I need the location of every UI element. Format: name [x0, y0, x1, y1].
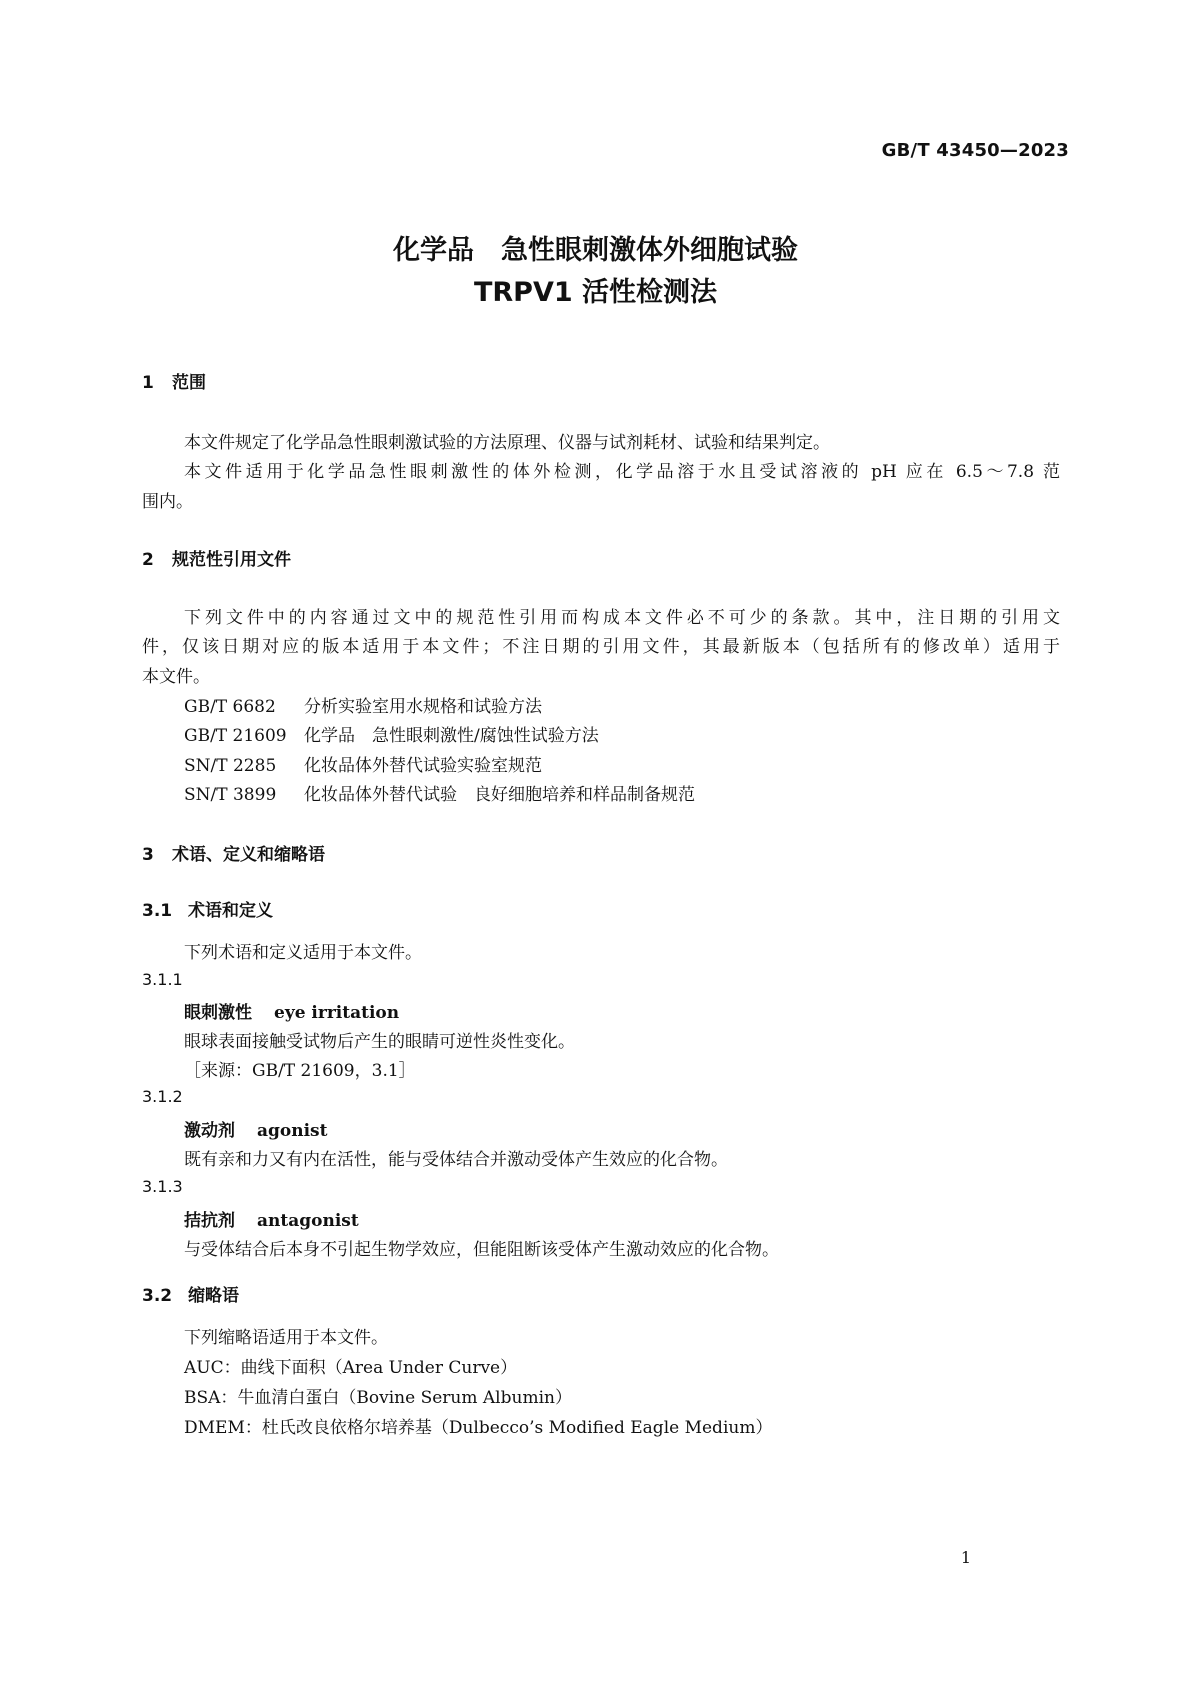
- reference-code: GB/T 6682: [184, 697, 276, 717]
- normative-reference: [184, 780, 695, 805]
- subsection-title: 缩略语: [188, 1286, 239, 1306]
- document-title-line2: TRPV1 活性检测法: [473, 277, 718, 308]
- reference-title: 化妆品体外替代试验实验室规范: [304, 756, 542, 776]
- subsection-3-1-heading: [142, 896, 273, 921]
- reference-code: SN/T 3899: [184, 785, 277, 805]
- term-definition: 与受体结合后本身不引起生物学效应，但能阻断该受体产生激动效应的化合物。: [184, 1240, 779, 1260]
- section-number: 3: [142, 845, 154, 865]
- reference-code: GB/T 21609: [184, 726, 287, 746]
- term-number: 3.1.1: [142, 970, 183, 989]
- term-source: ［来源：GB/T 21609，3.1］: [184, 1061, 416, 1081]
- subsection-number: 3.1: [142, 901, 173, 921]
- section-number: 1: [142, 373, 154, 393]
- section-2-para-line-3: 本文件。: [142, 667, 210, 687]
- reference-code: SN/T 2285: [184, 756, 277, 776]
- normative-reference: [184, 751, 542, 776]
- page-number: 1: [960, 1548, 971, 1567]
- term-en: eye irritation: [274, 1003, 400, 1023]
- term-entry: [184, 998, 399, 1023]
- term-entry: [184, 1206, 359, 1231]
- normative-reference: [184, 692, 542, 717]
- reference-title: 分析实验室用水规格和试验方法: [304, 697, 542, 717]
- reference-title: 化妆品体外替代试验 良好细胞培养和样品制备规范: [304, 785, 695, 805]
- subsection-title: 术语和定义: [188, 901, 273, 921]
- term-definition: 既有亲和力又有内在活性，能与受体结合并激动受体产生效应的化合物。: [184, 1150, 728, 1170]
- normative-reference: [184, 721, 599, 746]
- term-definition: 眼球表面接触受试物后产生的眼睛可逆性炎性变化。: [184, 1032, 575, 1052]
- reference-title: 化学品 急性眼刺激性/腐蚀性试验方法: [304, 726, 599, 746]
- term-zh: 拮抗剂: [184, 1211, 235, 1231]
- section-2-heading: [142, 545, 291, 570]
- section-2-para-line-2: 件，仅该日期对应的版本适用于本文件；不注日期的引用文件，其最新版本（包括所有的修改单）适用于: [142, 637, 1060, 657]
- subsection-3-2-heading: [142, 1281, 239, 1306]
- subsection-3-2-intro: 下列缩略语适用于本文件。: [184, 1328, 388, 1348]
- section-3-heading: [142, 840, 325, 865]
- standard-code: GB/T 43450—2023: [881, 140, 1069, 161]
- section-1-para-2-line-2: 围内。: [142, 492, 193, 512]
- term-zh: 眼刺激性: [184, 1003, 252, 1023]
- term-number: 3.1.3: [142, 1177, 183, 1196]
- abbreviation-item: AUC：曲线下面积（Area Under Curve）: [184, 1358, 518, 1378]
- term-entry: [184, 1116, 327, 1141]
- term-en: antagonist: [257, 1211, 359, 1231]
- section-1-para-2-line-1: 本文件适用于化学品急性眼刺激性的体外检测，化学品溶于水且受试溶液的 pH 应在 6.5～7.8 范: [184, 462, 1060, 482]
- section-1-heading: [142, 368, 206, 393]
- term-zh: 激动剂: [184, 1121, 235, 1141]
- section-2-para-line-1: 下列文件中的内容通过文中的规范性引用而构成本文件必不可少的条款。其中，注日期的引用文: [184, 608, 1060, 628]
- section-title: 范围: [172, 373, 206, 393]
- document-title-line1: 化学品 急性眼刺激体外细胞试验: [393, 235, 798, 266]
- section-title: 规范性引用文件: [172, 550, 291, 570]
- section-1-para-1: 本文件规定了化学品急性眼刺激试验的方法原理、仪器与试剂耗材、试验和结果判定。: [184, 433, 830, 453]
- section-number: 2: [142, 550, 154, 570]
- abbreviation-item: DMEM：杜氏改良依格尔培养基（Dulbecco’s Modified Eagle Medium）: [184, 1418, 773, 1438]
- term-number: 3.1.2: [142, 1087, 183, 1106]
- subsection-number: 3.2: [142, 1286, 173, 1306]
- subsection-3-1-intro: 下列术语和定义适用于本文件。: [184, 943, 422, 963]
- section-title: 术语、定义和缩略语: [172, 845, 325, 865]
- term-en: agonist: [257, 1121, 328, 1141]
- abbreviation-item: BSA：牛血清白蛋白（Bovine Serum Albumin）: [184, 1388, 572, 1408]
